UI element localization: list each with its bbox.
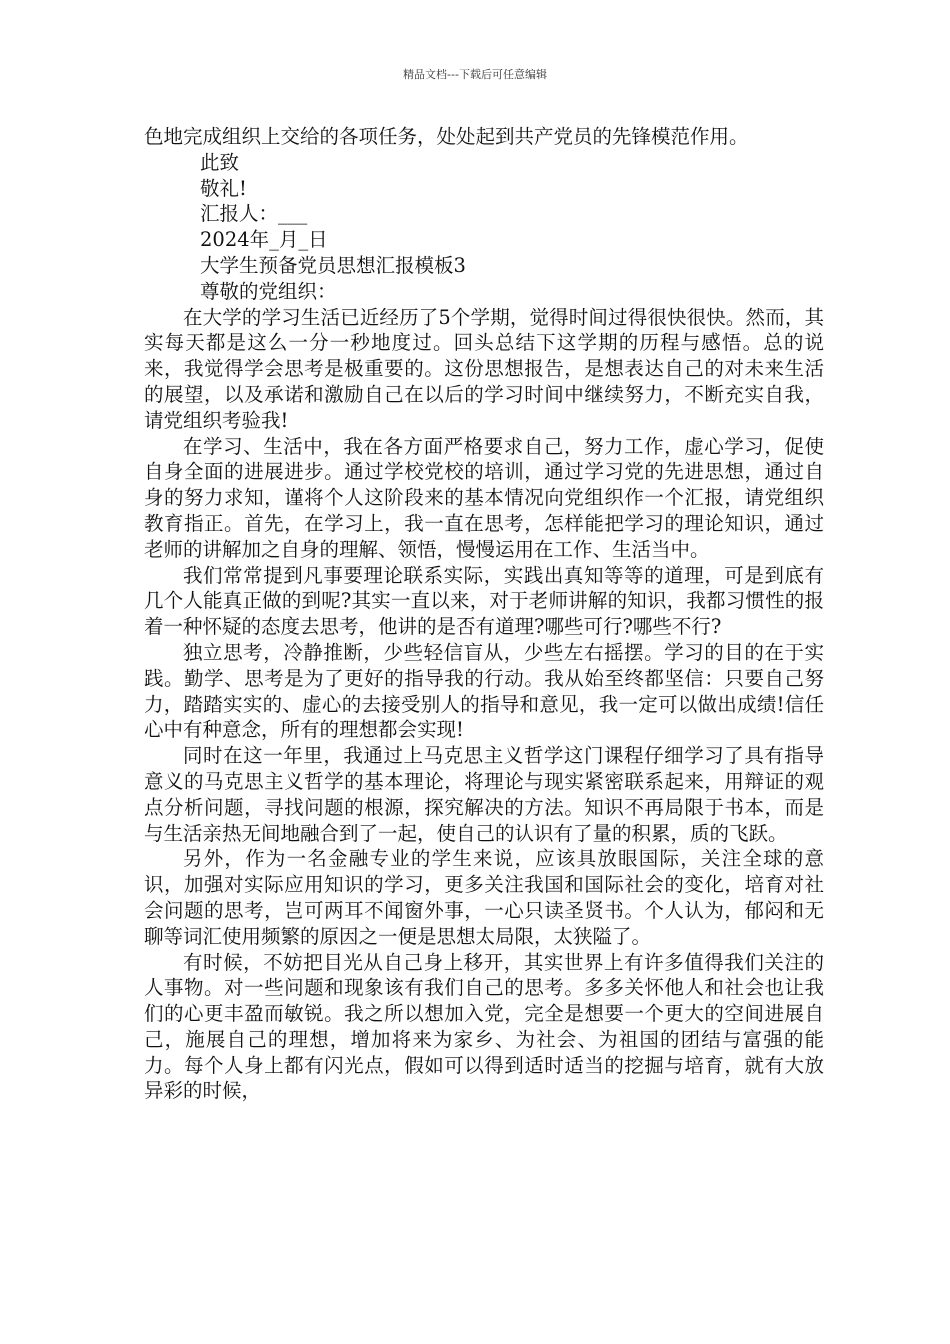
body-paragraph: 另外，作为一名金融专业的学生来说，应该具放眼国际，关注全球的意识，加强对实际应用知识的学习，更多关注我国和国际社会的变化，培育对社会问题的思考，岂可两耳不闻窗外事，一心只读圣贤书。个人认为，郁闷和无聊等词汇使用频繁的原因之一便是思想太局限，太狭隘了。 <box>144 847 824 948</box>
body-paragraph: 在大学的学习生活已近经历了5个学期，觉得时间过得很快很快。然而，其实每天都是这么一分一秒地度过。回头总结下这学期的历程与感悟。总的说来，我觉得学会思考是极重要的。这份思想报告，是想表达自己的对未来生活的展望，以及承诺和激励自己在以后的学习时间中继续努力，不断充实自我，请党组织考验我! <box>144 305 824 432</box>
closing-line-1: 此致 <box>200 150 240 174</box>
date-line: 2024年_月_日 <box>200 228 328 252</box>
reporter-line: 汇报人：___ <box>200 202 308 226</box>
body-paragraph: 同时在这一年里，我通过上马克思主义哲学这门课程仔细学习了具有指导意义的马克思主义哲学的基本理论，将理论与现实紧密联系起来，用辩证的观点分析问题，寻找问题的根源，探究解决的方法。知识不再局限于书本，而是与生活亲热无间地融合到了一起，使自己的认识有了量的积累，质的飞跃。 <box>144 744 824 845</box>
document-body <box>144 124 824 1104</box>
closing-line-2: 敬礼! <box>200 176 247 200</box>
salutation: 尊敬的党组织： <box>200 279 337 303</box>
section-title: 大学生预备党员思想汇报模板3 <box>200 253 466 277</box>
body-paragraph: 独立思考，冷静推断，少些轻信盲从，少些左右摇摆。学习的目的在于实践。勤学、思考是为了更好的指导我的行动。我从始至终都坚信：只要自己努力，踏踏实实的、虚心的去接受别人的指导和意见，我一定可以做出成绩!信任心中有种意念，所有的理想都会实现! <box>144 640 824 742</box>
body-paragraph: 有时候，不妨把目光从自己身上移开，其实世界上有许多值得我们关注的人事物。对一些问题和现象该有我们自己的思考。多多关怀他人和社会也让我们的心更丰盈而敏锐。我之所以想加入党，完全是想要一个更大的空间进展自己，施展自己的理想，增加将来为家乡、为社会、为祖国的团结与富强的能力。每个人身上都有闪光点，假如可以得到适时适当的挖掘与培育，就有大放异彩的时候， <box>144 950 824 1103</box>
continuation-paragraph: 色地完成组织上交给的各项任务，处处起到共产党员的先锋模范作用。 <box>144 125 749 148</box>
page-header: 精品文档---下载后可任意编辑 <box>403 68 547 81</box>
body-paragraph: 在学习、生活中，我在各方面严格要求自己，努力工作，虚心学习，促使自身全面的进展进步。通过学校党校的培训，通过学习党的先进思想，通过自身的努力求知，谨将个人这阶段来的基本情况向党组织作一个汇报，请党组织教育指正。首先，在学习上，我一直在思考，怎样能把学习的理论知识，通过老师的讲解加之自身的理解、领悟，慢慢运用在工作、生活当中。 <box>144 434 824 561</box>
body-paragraph: 我们常常提到凡事要理论联系实际，实践出真知等等的道理，可是到底有几个人能真正做的到呢?其实一直以来，对于老师讲解的知识，我都习惯性的报着一种怀疑的态度去思考，他讲的是否有道理?哪些可行?哪些不行? <box>144 563 824 639</box>
